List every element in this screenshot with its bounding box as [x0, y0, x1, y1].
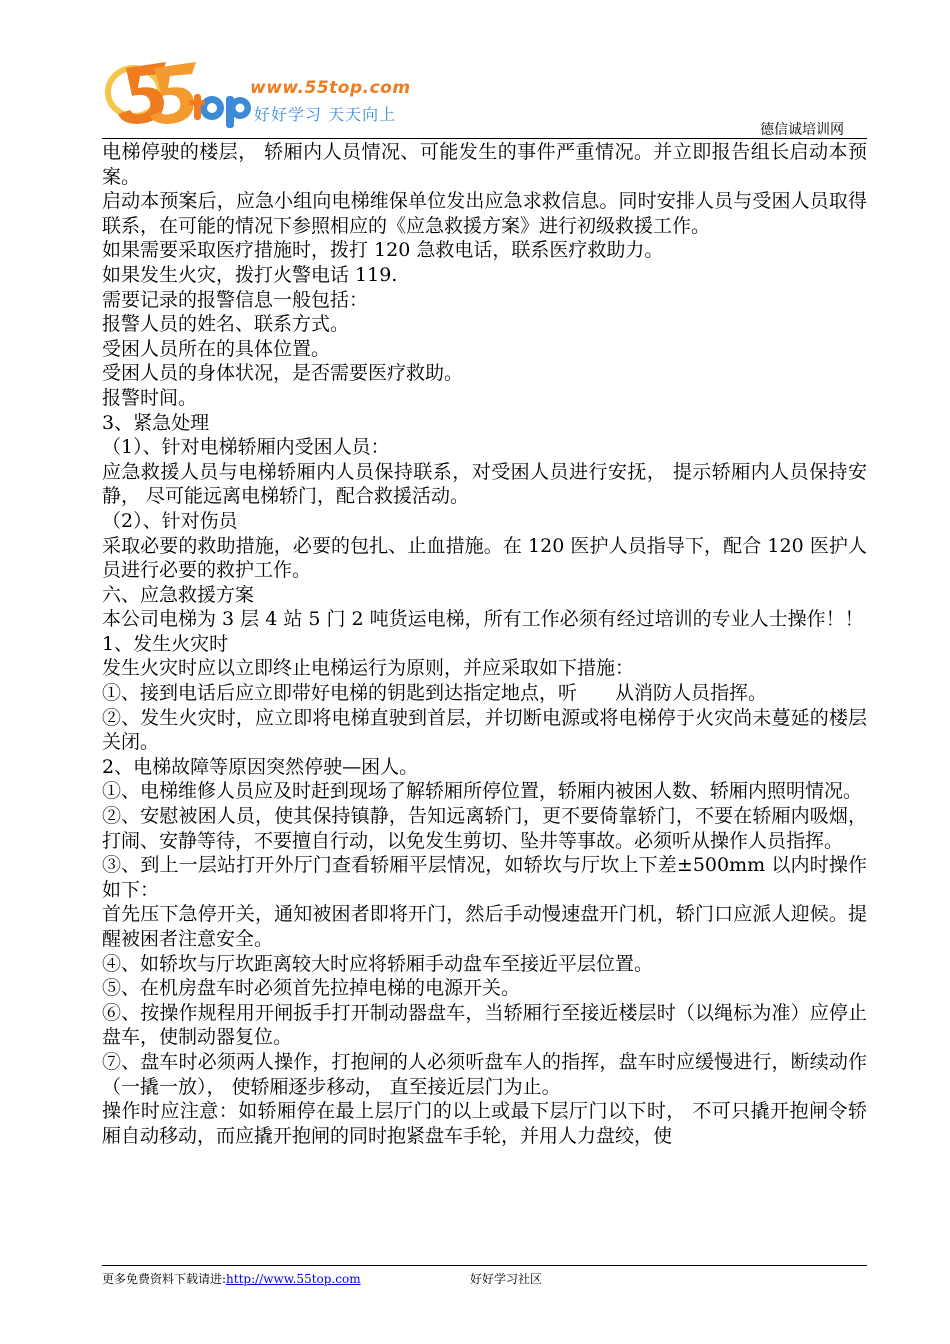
section-heading: 2、电梯故障等原因突然停驶—困人。 — [102, 755, 419, 778]
paragraph: 报警人员的姓名、联系方式。 — [102, 313, 350, 336]
paragraph: 发生火灾时应以立即终止电梯运行为原则，并应采取如下措施： — [102, 657, 635, 680]
list-item: ⑤、在机房盘车时必须首先拉掉电梯的电源开关。 — [102, 977, 521, 1000]
paragraph: 受困人员的身体状况，是否需要医疗救助。 — [102, 362, 464, 385]
logo-url: www.55top.com — [250, 78, 411, 98]
footer-divider — [102, 1265, 867, 1266]
paragraph: 采取必要的救助措施，必要的包扎、止血措施。在 120 医护人员指导下，配合 120 医护人员进行必要的救护工作。 — [102, 534, 867, 582]
list-item: ④、如轿坎与厅坎距离较大时应将轿厢手动盘车至接近平层位置。 — [102, 952, 654, 975]
paragraph: 本公司电梯为 3 层 4 站 5 门 2 吨货运电梯，所有工作必须有经过培训的专业人士操作！！ — [102, 608, 864, 631]
list-item: ⑥、按操作规程用开闸扳手打开制动器盘车，当轿厢行至接近楼层时（以绳标为准）应停止盘车，使制动器复位。 — [102, 1001, 867, 1049]
list-item: ②、发生火灾时，应立即将电梯直驶到首层，并切断电源或将电梯停于火灾尚未蔓延的楼层关闭。 — [102, 706, 867, 754]
paragraph: 如果需要采取医疗措施时，拨打 120 急救电话，联系医疗救助力。 — [102, 239, 664, 262]
site-logo — [104, 50, 424, 132]
paragraph: 如果发生火灾，拨打火警电话 119. — [102, 263, 398, 286]
footer-download-text: 更多免费资料下载请进: — [102, 1272, 227, 1286]
paragraph: 报警时间。 — [102, 386, 198, 409]
list-item: ⑦、盘车时必须两人操作，打抱闸的人必须听盘车人的指挥，盘车时应缓慢进行，断续动作（一撬一放）， 使轿厢逐步移动， 直至接近层门为止。 — [102, 1050, 867, 1098]
logo-slogan: 好好学习 天天向上 — [254, 105, 397, 124]
logo-55top-icon — [104, 50, 254, 132]
section-heading: 1、发生火灾时 — [102, 632, 229, 655]
paragraph: 应急救援人员与电梯轿厢内人员保持联系，对受困人员进行安抚， 提示轿厢内人员保持安静， 尽可能远离电梯轿门，配合救援活动。 — [102, 460, 867, 508]
list-item: ①、接到电话后应立即带好电梯的钥匙到达指定地点，听 从消防人员指挥。 — [102, 682, 768, 705]
subsection-heading: （2）、针对伤员 — [102, 509, 238, 532]
paragraph: 启动本预案后，应急小组向电梯维保单位发出应急求救信息。同时安排人员与受困人员取得联系，在可能的情况下参照相应的《应急救援方案》进行初级救援工作。 — [102, 190, 867, 237]
paragraph: 操作时应注意：如轿厢停在最上层厅门的以上或最下层厅门以下时， 不可只撬开抱闸令轿厢自动移动，而应撬开抱闸的同时抱紧盘车手轮，并用人力盘绞，使 — [102, 1100, 867, 1147]
document-body — [102, 140, 867, 1148]
list-item: ②、安慰被困人员，使其保持镇静，告知远离轿门，更不要倚靠轿门，不要在轿厢内吸烟，打闹、安静等待，不要擅自行动，以免发生剪切、坠井等事故。必须听从操作人员指挥。 — [102, 805, 867, 852]
list-item: ①、电梯维修人员应及时赶到现场了解轿厢所停位置，轿厢内被困人数、轿厢内照明情况。 — [102, 780, 863, 803]
paragraph: 需要记录的报警信息一般包括： — [102, 288, 369, 311]
footer — [102, 1270, 361, 1287]
section-heading: 3、紧急处理 — [102, 411, 210, 434]
site-name: 德信诚培训网 — [760, 122, 844, 138]
paragraph: 受困人员所在的具体位置。 — [102, 337, 331, 360]
footer-community: 好好学习社区 — [470, 1272, 543, 1286]
section-heading: 六、应急救援方案 — [102, 583, 255, 606]
subsection-heading: （1）、针对电梯轿厢内受困人员： — [102, 436, 390, 459]
footer-link[interactable]: http://www.55top.com — [226, 1272, 361, 1286]
paragraph: 电梯停驶的楼层， 轿厢内人员情况、可能发生的事件严重情况。并立即报告组长启动本预案。 — [102, 141, 867, 188]
paragraph: 首先压下急停开关，通知被困者即将开门，然后手动慢速盘开门机，轿门口应派人迎候。提醒被困者注意安全。 — [102, 903, 867, 950]
list-item: ③、到上一层站打开外厅门查看轿厢平层情况，如轿坎与厅坎上下差±500mm 以内时操作如下： — [102, 854, 867, 901]
header-divider — [102, 138, 867, 139]
